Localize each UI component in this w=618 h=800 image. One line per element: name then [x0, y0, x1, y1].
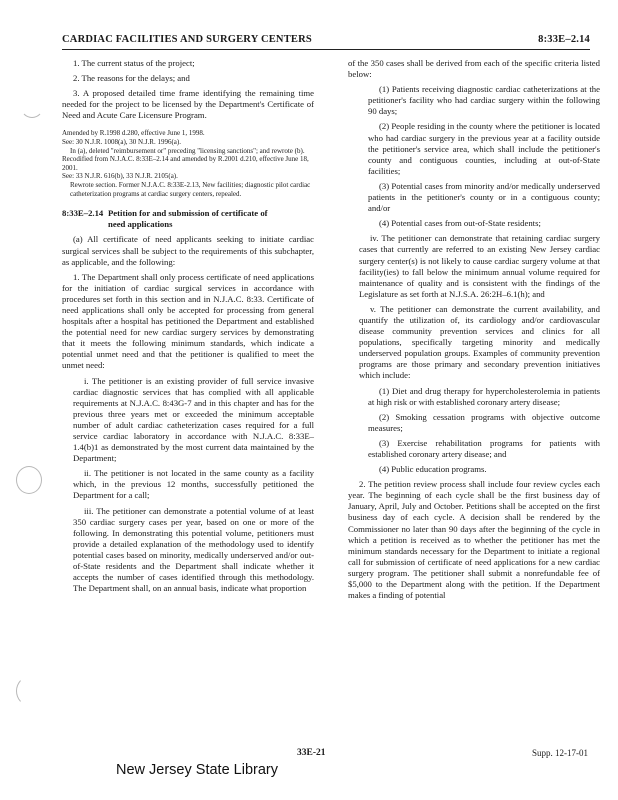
section-title-line2: need applications: [108, 219, 173, 230]
binding-mark-middle: [16, 466, 42, 494]
list-item: 3. A proposed detailed time frame identifying the remaining time needed for the project to be licensed by the Department's Certificate of Need and Acute Care Licensure Program.: [62, 88, 314, 121]
page-number: 33E-21: [297, 748, 326, 758]
criterion-1: (1) Patients receiving diagnostic cardiac catheterizations at the petitioner's facility who had cardiac surgery within the following 90 days;: [368, 84, 600, 117]
history-line: Amended by R.1998 d.280, effective June 1, 1998.: [62, 129, 205, 138]
paragraph-2: 2. The petition review process shall include four review cycles each year. The beginning of each cycle shall be the first business day of January, April, July and October. Petitions shall be accepted on the first business day of each cycle. A decision shall be rendered by the Commissioner no later than 90 days after the beginning of the cycle in which a petition is received as to whether the petitioner has met the minimum standards necessary for the Department to initiate a regional call for submission of certificate of need applications for a new cardiac surgery program. The petitioner shall submit a nonrefundable fee of $5,000 to the Department along with the petition. If the Department makes a finding of potential: [348, 479, 600, 601]
supplement-date: Supp. 12-17-01: [532, 748, 588, 758]
header-section-code: 8:33E–2.14: [538, 34, 590, 45]
section-heading: [62, 208, 314, 230]
section-title-line1: Petition for and submission of certificate of: [108, 208, 268, 219]
history-line: See: 30 N.J.R. 1008(a), 30 N.J.R. 1996(a).: [62, 138, 181, 147]
prevention-1: (1) Diet and drug therapy for hypercholesterolemia in patients at high risk or with established coronary artery disease;: [368, 385, 600, 407]
paragraph-iv: iv. The petitioner can demonstrate that retaining cardiac surgery cases that currently are referred to an existing New Jersey cardiac surgery center(s) is not likely to cause cardiac surgery volume at that facility(ies) to fall below the minimum annual volume required for maintenance of quality and is consistent with the findings of the Legislature as set forth at N.J.S.A. 26:2H–6.1(h); and: [359, 233, 600, 299]
library-stamp: New Jersey State Library: [116, 762, 278, 778]
prevention-2: (2) Smoking cessation programs with objective outcome measures;: [368, 411, 600, 433]
paragraph-a: (a) All certificate of need applicants seeking to initiate cardiac surgical services shall be subject to the requirements of this subchapter, as applicable, and the following:: [62, 234, 314, 267]
criterion-2: (2) People residing in the county where the petitioner is located who had cardiac surgery in the previous year at a facility outside the petitioner's service area, which shall include the petitioner's county and contiguous counties, including at out-of-State facilities;: [368, 121, 600, 176]
history-notes: [62, 129, 314, 198]
list-item: 2. The reasons for the delays; and: [73, 73, 190, 84]
history-line: See: 33 N.J.R. 616(b), 33 N.J.R. 2105(a).: [62, 172, 178, 181]
history-line: In (a), deleted "reimbursement or" preceding "licensing sanctions"; and rewrote (b).: [70, 146, 305, 155]
section-number: 8:33E–2.14: [62, 208, 104, 219]
prevention-4: (4) Public education programs.: [379, 464, 487, 475]
paragraph-continued: of the 350 cases shall be derived from each of the specific criteria listed below:: [348, 58, 600, 80]
paragraph-i: i. The petitioner is an existing provider of full service invasive cardiac diagnostic services that has complied with all applicable requirements at N.J.A.C. 8:43G-7 and in this chapter and has for the previous three years met or exceeded the minimum acceptable number of adult cardiac catheterization cases required for a full service cardiac laboratory in accordance with N.J.A.C. 8:33E–1.4(b)1 as demonstrated by the most current data maintained by the Department;: [73, 375, 314, 464]
list-item: 1. The current status of the project;: [73, 58, 195, 68]
prevention-3: (3) Exercise rehabilitation programs for patients with established coronary artery disease; and: [368, 437, 600, 459]
binding-mark-top: [20, 92, 44, 118]
criterion-3: (3) Potential cases from minority and/or medically underserved patients in the petitioner's county or in a contiguous county; and/or: [368, 180, 600, 214]
history-line: Recodified from N.J.A.C. 8:33E–2.14 and amended by R.2001 d.210, effective June 18, 2001.: [62, 155, 309, 172]
criterion-4: (4) Potential cases from out-of-State residents;: [379, 218, 541, 229]
binding-mark-bottom: [16, 676, 44, 706]
right-column: [348, 58, 600, 605]
paragraph-iii: iii. The petitioner can demonstrate a potential volume of at least 350 cardiac surgery cases per year, based on one or more of the following. In demonstrating this potential volume, petitioners must provide a detailed explanation of the methodology used to identify potential cases based on minority, medically underserved and/or out-of-State residents and the Department shall indicate whether it accepts the number of cases identified through this methodology. The Department shall, on an annual basis, indicate what proportion: [73, 505, 314, 594]
running-header: [62, 33, 590, 50]
history-line: Rewrote section. Former N.J.A.C. 8:33E-2.13, New facilities; diagnostic pilot cardiac catheterization programs at cardiac surgery centers, repealed.: [70, 181, 311, 198]
left-column: [62, 58, 314, 598]
header-title: CARDIAC FACILITIES AND SURGERY CENTERS: [62, 34, 312, 45]
paragraph-1: 1. The Department shall only process certificate of need applications for the initiation of cardiac surgical services in accordance with procedures set forth in this section and in N.J.A.C. 8:33. Certificate of need applications shall only be accepted for processing from general hospitals after a hospital has petitioned the Department and established the potential need for new cardiac surgery services by demonstrating that it meets the following minimum standards, which indicate a potential unmet need and that the petitioner is qualified to meet the unmet need:: [62, 271, 314, 371]
paragraph-v: v. The petitioner can demonstrate the current availability, and quantify the utilization of, its cardiology and/or cardiovascular disease community prevention services and clinics for all populations, specifically targeting minority and medically underserved population groups. Examples of community prevention programs are those primary and secondary prevention initiatives which include:: [359, 303, 600, 381]
paragraph-ii: ii. The petitioner is not located in the same county as a facility which, in the previous 12 months, successfully petitioned the Department for a call;: [73, 468, 314, 501]
